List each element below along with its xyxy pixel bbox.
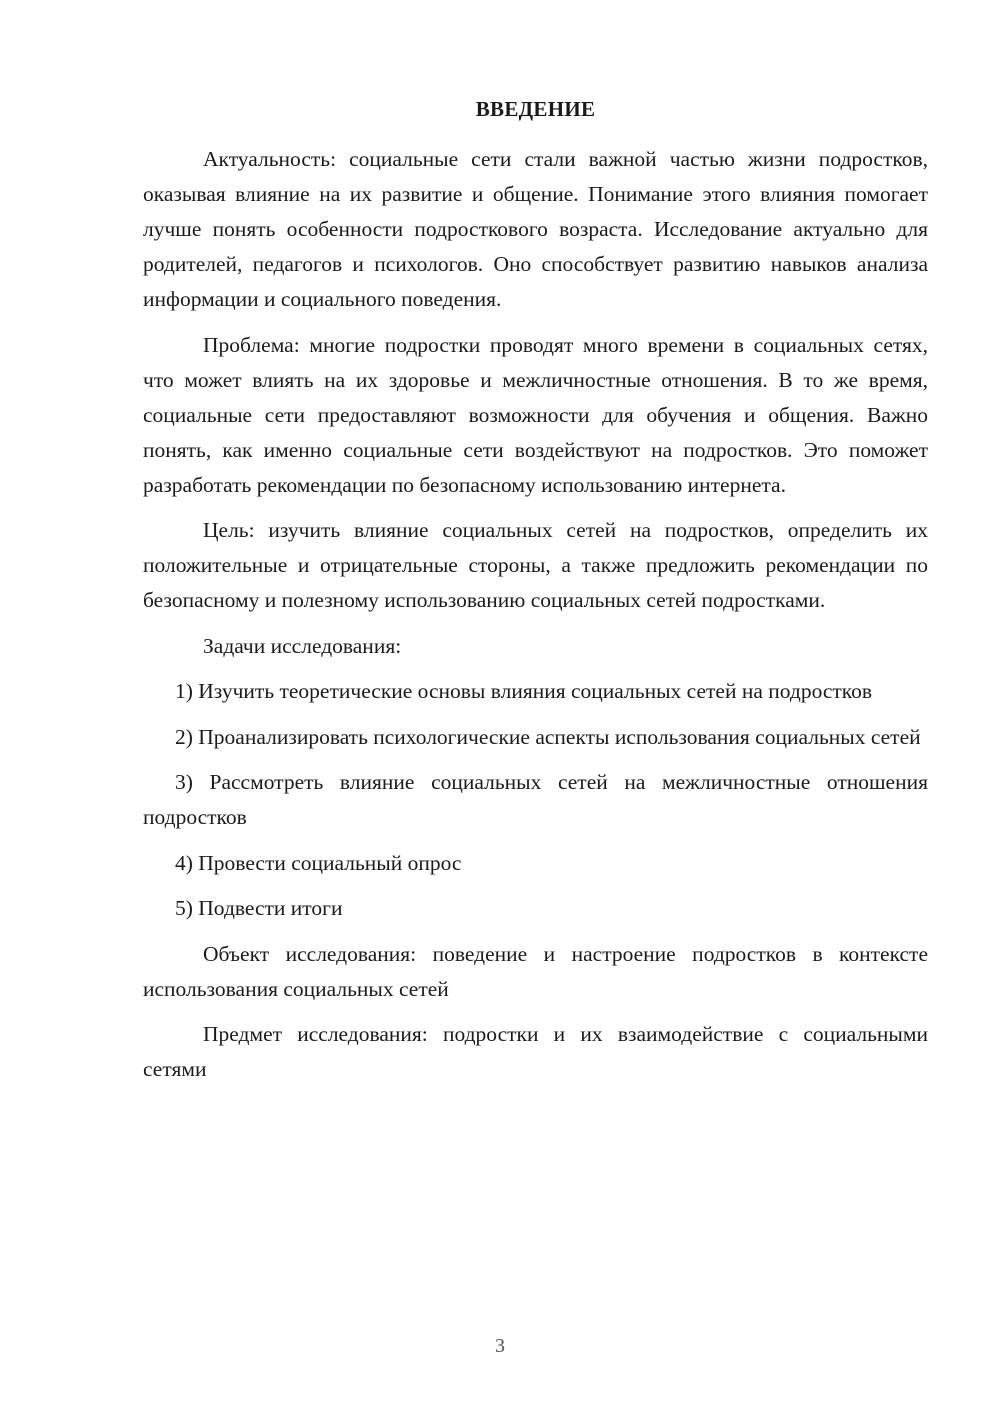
task-item-4: 4) Провести социальный опрос	[175, 850, 462, 875]
research-subject-paragraph: Предмет исследования: подростки и их взаимодействие с социальными сетями	[143, 1022, 928, 1081]
task-item-5: 5) Подвести итоги	[175, 896, 343, 920]
page-number: 3	[495, 1335, 505, 1357]
tasks-heading: Задачи исследования:	[203, 633, 402, 658]
relevance-paragraph: Актуальность: социальные сети стали важной частью жизни подростков, оказывая влияние на их развитие и общение. Понимание этого влияния помогает лучше понять особенности подросткового возраста. Исследование актуально для родителей, педагогов и психологов. Оно способствует развитию навыков анализа информации и социального поведения.	[143, 147, 928, 311]
document-title: ВВЕДЕНИЕ	[475, 97, 596, 121]
document-page	[143, 92, 928, 1098]
problem-paragraph: Проблема: многие подростки проводят много времени в социальных сетях, что может влиять на их здоровье и межличностные отношения. В то же время, социальные сети предоставляют возможности для обучения и общения. Важно понять, как именно социальные сети воздействуют на подростков. Это поможет разработать рекомендации по безопасному использованию интернета.	[143, 332, 928, 497]
task-item-2: 2) Проанализировать психологические аспекты использования социальных сетей	[175, 724, 921, 749]
task-item-3: 3) Рассмотреть влияние социальных сетей на межличностные отношения подростков	[143, 770, 928, 829]
research-object-paragraph: Объект исследования: поведение и настроение подростков в контексте использования социальных сетей	[143, 941, 928, 1001]
goal-paragraph: Цель: изучить влияние социальных сетей на подростков, определить их положительные и отрицательные стороны, а также предложить рекомендации по безопасному и полезному использованию социальных сетей подростками.	[143, 518, 928, 612]
task-item-1: 1) Изучить теоретические основы влияния социальных сетей на подростков	[175, 679, 873, 703]
